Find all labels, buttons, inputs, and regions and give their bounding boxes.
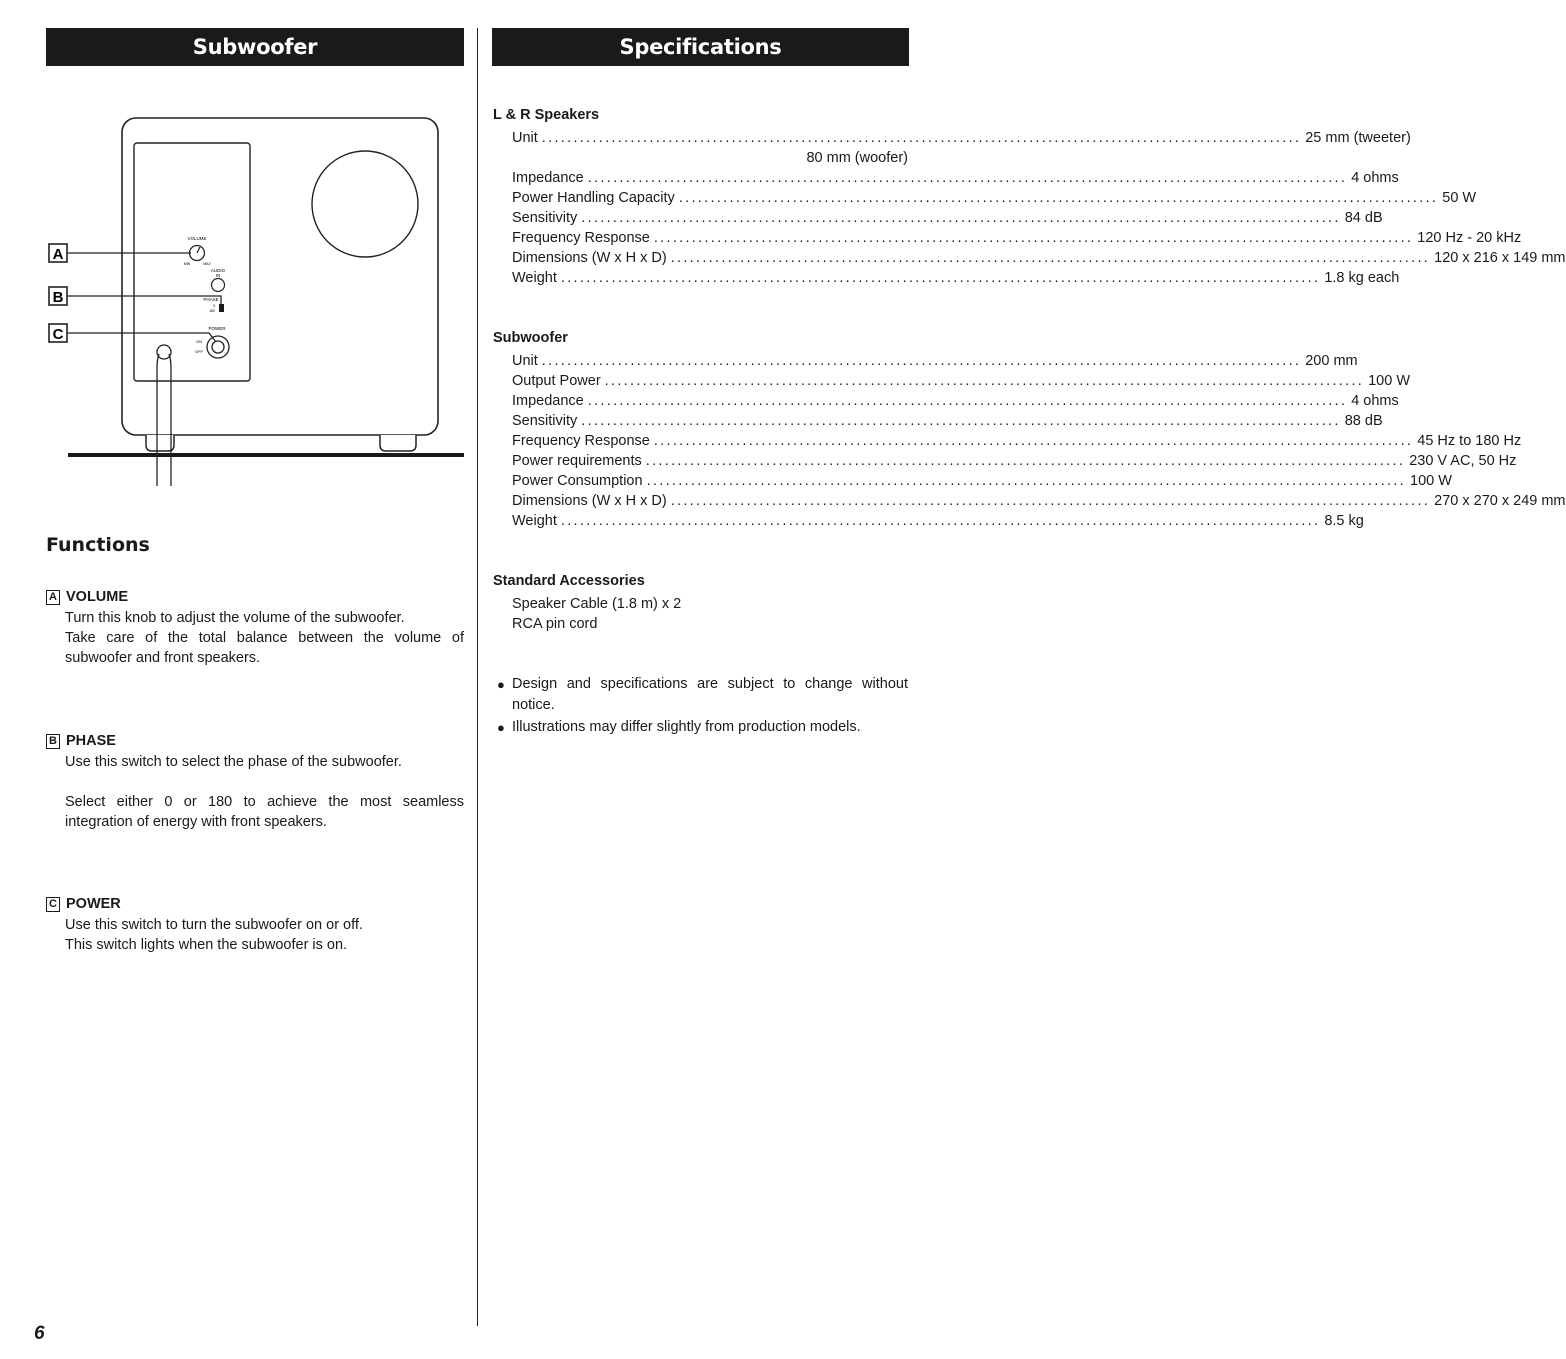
spec-row: Dimensions (W x H x D) ........................................................................................................................ 270 x 270 x 249 mm <box>512 493 1566 509</box>
floor-line <box>68 453 464 457</box>
function-phase-line-1: Use this switch to select the phase of the subwoofer. <box>65 754 402 770</box>
function-power-name: POWER <box>66 896 121 912</box>
spec-row: Impedance ........................................................................................................................ 4 ohms <box>512 393 1399 409</box>
volume-label: VOLUME <box>187 236 207 241</box>
spec-row: Power Consumption ........................................................................................................................ 100 W <box>512 473 1452 489</box>
callout-a-letter: A <box>52 246 64 263</box>
accessory-item: Speaker Cable (1.8 m) x 2 <box>512 596 682 612</box>
phase-0-label: 0 <box>213 304 215 308</box>
phase-label: PHASE <box>203 297 219 302</box>
spec-row: Unit ........................................................................................................................ 25 mm (tweeter) <box>512 130 1411 146</box>
functions-heading: Functions <box>46 534 150 556</box>
key-box-c: C <box>46 897 60 912</box>
note-item: ● Illustrations may differ slightly from production models. <box>497 717 908 738</box>
spec-row: Dimensions (W x H x D) ........................................................................................................................ 120 x 216 x 149 mm <box>512 250 1566 266</box>
spec-row: Unit ........................................................................................................................ 200 mm <box>512 353 1358 369</box>
subwoofer-rear-panel-illustration <box>46 110 466 490</box>
spec-row: Sensitivity ........................................................................................................................ 84 dB <box>512 210 1383 226</box>
subwoofer-section-title: Subwoofer <box>46 28 464 66</box>
spec-row: Sensitivity ........................................................................................................................ 88 dB <box>512 413 1383 429</box>
bullet-icon: ● <box>497 720 505 735</box>
accessory-item: RCA pin cord <box>512 616 598 632</box>
spec-lr-title: L & R Speakers <box>493 107 600 123</box>
control-plate <box>134 143 250 381</box>
function-phase-line-2: Select either 0 or 180 to achieve the most seamless integration of energy with front speakers. <box>65 794 464 830</box>
note-item: ● Design and specifications are subject to change without notice. <box>497 674 908 716</box>
callout-b-letter: B <box>52 289 64 306</box>
phase-180-label: 180 <box>209 309 215 313</box>
column-divider <box>477 28 478 1326</box>
right-foot <box>380 435 416 451</box>
audio-in-jack <box>212 279 225 292</box>
function-volume <box>46 587 464 668</box>
function-power <box>46 894 464 955</box>
spec-row: Weight ........................................................................................................................ 1.8 kg each <box>512 270 1400 286</box>
function-phase-name: PHASE <box>66 733 116 749</box>
power-off-label: OFF <box>195 349 203 354</box>
audio-in-label-1: AUDIO <box>210 268 226 273</box>
spec-lr-speakers <box>493 106 1566 288</box>
key-box-b: B <box>46 734 60 749</box>
volume-max-label: MAX <box>203 262 211 266</box>
audio-in-label-2: IN <box>215 273 221 278</box>
callout-c-letter: C <box>52 326 64 343</box>
function-volume-line-2: Take care of the total balance between the volume of subwoofer and front speakers. <box>65 630 464 666</box>
volume-min-label: MIN <box>183 262 191 266</box>
spec-subwoofer <box>493 329 1566 531</box>
bullet-icon: ● <box>497 677 505 692</box>
spec-row: Output Power ........................................................................................................................ 100 W <box>512 373 1411 389</box>
spec-row-continuation: 80 mm (woofer) <box>806 150 908 166</box>
left-foot <box>146 435 174 451</box>
function-volume-line-1: Turn this knob to adjust the volume of the subwoofer. <box>65 610 405 626</box>
spec-row: Frequency Response ........................................................................................................................ 45 Hz to 180 Hz <box>512 433 1522 449</box>
key-box-a: A <box>46 590 60 605</box>
cord-grommet <box>157 345 171 359</box>
function-power-line-2: This switch lights when the subwoofer is on. <box>65 937 348 953</box>
woofer-port <box>312 151 418 257</box>
spec-row: Impedance ........................................................................................................................ 4 ohms <box>512 170 1399 186</box>
spec-accessories-title: Standard Accessories <box>493 573 645 589</box>
notes-list <box>497 674 908 739</box>
power-on-label: ON <box>196 339 202 344</box>
spec-row: Frequency Response ........................................................................................................................ 120 Hz - 20 kHz <box>512 230 1522 246</box>
power-label: POWER <box>208 326 226 331</box>
spec-row: Weight ........................................................................................................................ 8.5 kg <box>512 513 1364 529</box>
specifications-section-title: Specifications <box>492 28 909 66</box>
spec-accessories <box>493 572 908 634</box>
spec-row: Power requirements ........................................................................................................................ 230 V AC, 50 Hz <box>512 453 1517 469</box>
power-switch-inner <box>212 341 224 353</box>
function-power-line-1: Use this switch to turn the subwoofer on or off. <box>65 917 363 933</box>
page-number: 6 <box>34 1323 45 1344</box>
spec-subwoofer-title: Subwoofer <box>493 330 568 346</box>
function-phase <box>46 731 464 832</box>
spec-row: Power Handling Capacity ........................................................................................................................ 50 W <box>512 190 1477 206</box>
function-volume-name: VOLUME <box>66 589 129 605</box>
